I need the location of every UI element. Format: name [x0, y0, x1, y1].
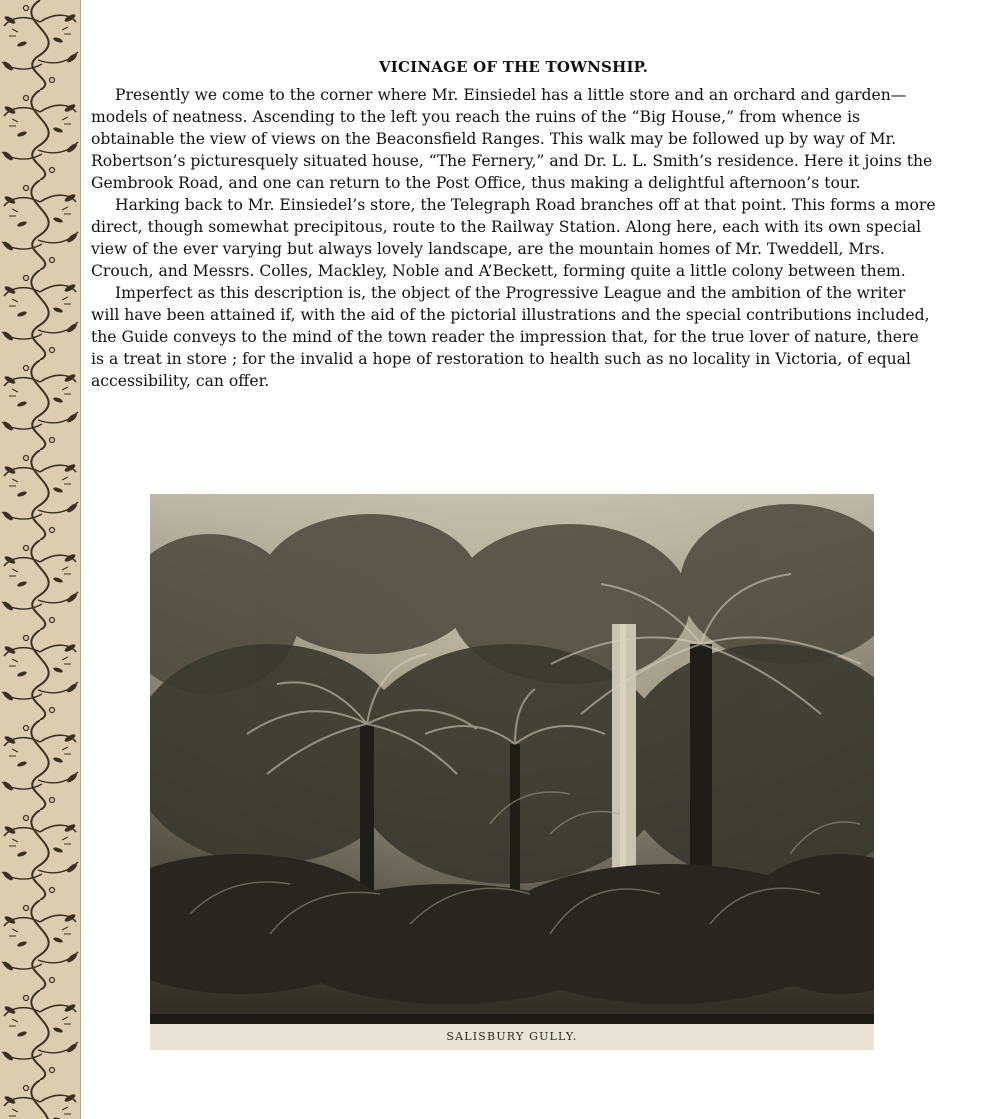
fern-gully-photograph: [150, 494, 874, 1050]
paragraph-3: Imperfect as this description is, the object of the Progressive League and the ambition of the writer will have been attained if, with the aid of the pictorial illustrations and the special contributions included, the Guide conveys to the mind of the town reader the impression that, for the true lover of nature, there is a treat in store ; for the invalid a hope of restoration to health such as no locality in Victoria, of equal accessibility, can offer.: [91, 284, 930, 390]
page-heading: VICINAGE OF THE TOWNSHIP.: [378, 58, 649, 76]
paragraph-2: Harking back to Mr. Einsiedel’s store, the Telegraph Road branches off at that point. This forms a more direct, though somewhat precipitous, route to the Railway Station. Along here, each with its own special view of the ever varying but always lovely landscape, are the mountain homes of Mr. Tweddell, Mrs. Crouch, and Messrs. Colles, Mackley, Noble and A’Beckett, forming quite a little colony between them.: [91, 196, 936, 280]
paragraph-1: Presently we come to the corner where Mr. Einsiedel has a little store and an orchard and garden—models of neatness. Ascending to the left you reach the ruins of the “Big House,” from whence is obtainable the view of views on the Beaconsfield Ranges. This walk may be followed up by way of Mr. Robertson’s picturesquely situated house, “The Fernery,” and Dr. L. L. Smith’s residence. Here it joins the Gembrook Road, and one can return to the Post Office, thus making a delightful afternoon’s tour.: [91, 86, 933, 192]
decorative-vine-border: [0, 0, 81, 1119]
page-text: [91, 56, 936, 392]
photo-caption: SALISBURY GULLY.: [446, 1030, 578, 1043]
